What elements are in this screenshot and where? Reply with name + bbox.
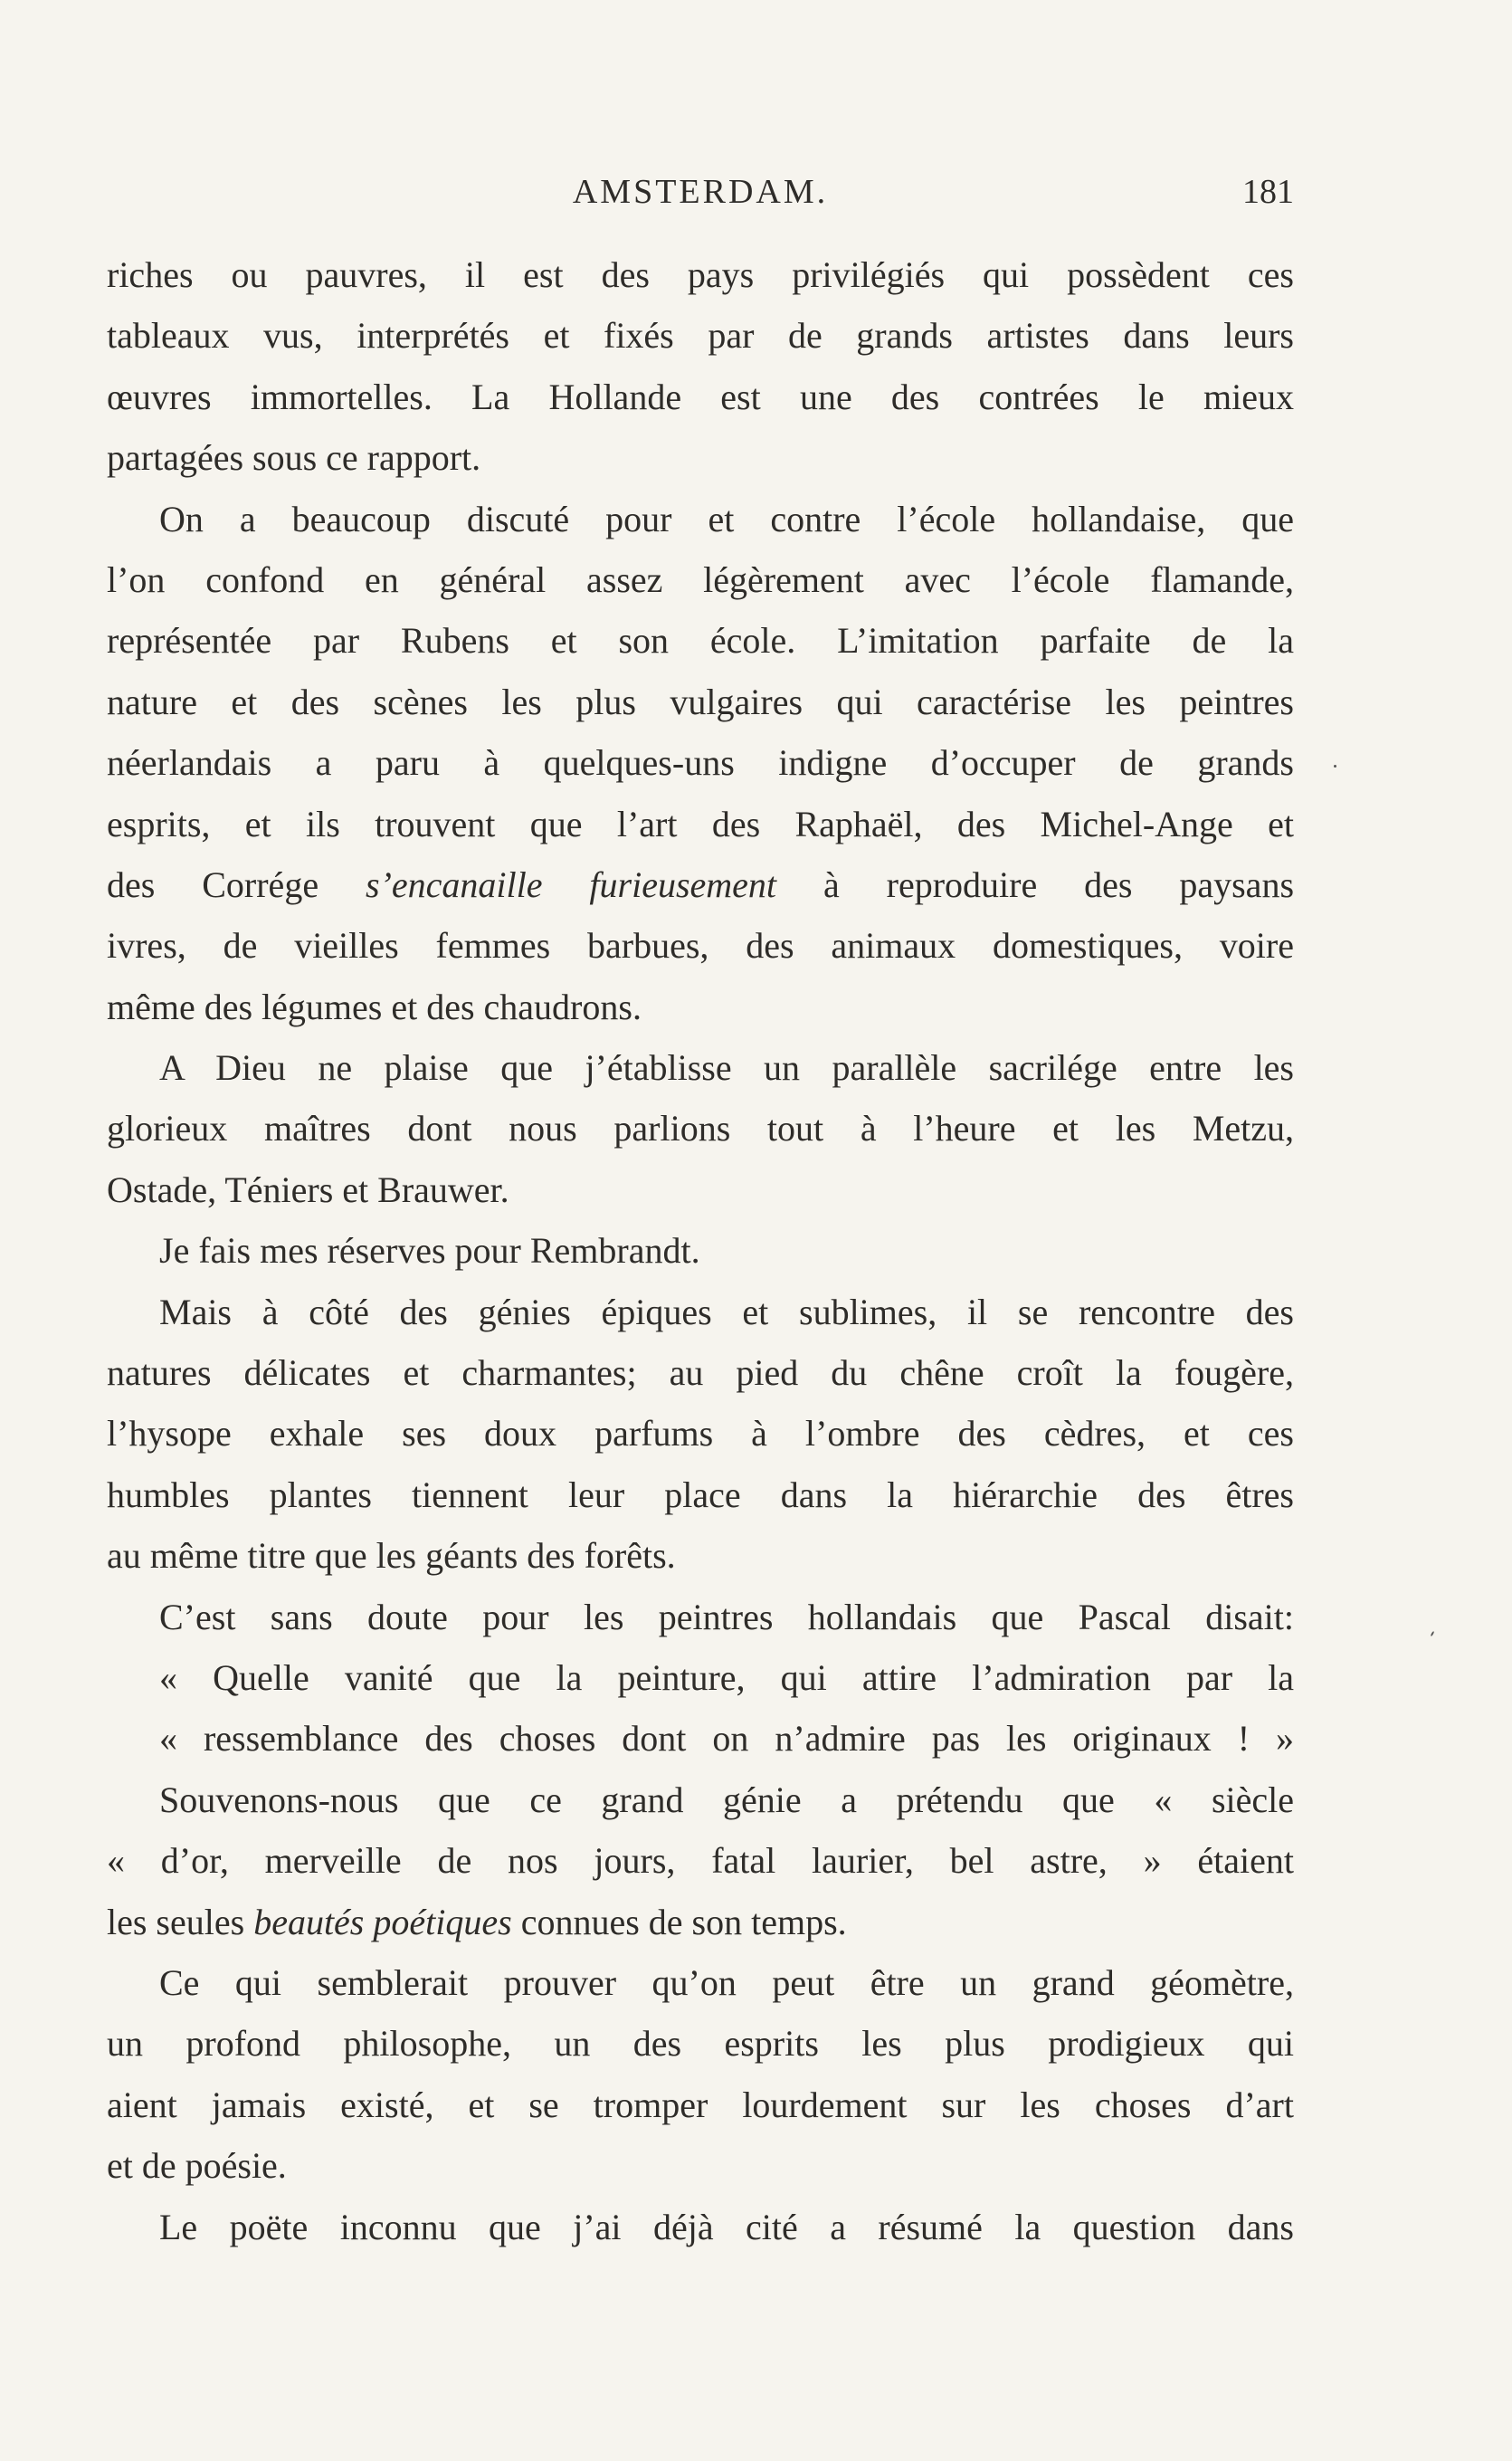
text-line [107,1892,1294,1952]
text-line: un profond philosophe, un des esprits les plus prodigieux qui [107,2023,1294,2065]
text-run: des Corrége [107,863,366,905]
text-line: néerlandais a paru à quelques-uns indigne d’occuper de grands [107,742,1294,784]
page-header [107,172,1294,226]
text-line: nature et des scènes les plus vulgaires qui caractérise les peintres [107,681,1294,722]
text-line: Souvenons-nous que ce grand génie a prétendu que « siècle [159,1779,1294,1820]
text-line: partagées sous ce rapport. [107,437,481,479]
text-line [107,854,1294,915]
text-line: A Dieu ne plaise que j’établisse un parallèle sacrilége entre les [159,1047,1294,1089]
text-line: C’est sans doute pour les peintres hollandais que Pascal disait: [159,1596,1294,1637]
italic-phrase: s’encanaille furieusement [366,863,777,905]
text-line: l’on confond en général assez légèrement avec l’école flamande, [107,558,1294,600]
text-line: au même titre que les géants des forêts. [107,1535,676,1577]
text-line: natures délicates et charmantes; au pied du chêne croît la fougère, [107,1352,1294,1394]
text-line: aient jamais existé, et se tromper lourdement sur les choses d’art [107,2084,1294,2125]
page-number: 181 [1242,173,1294,211]
text-line: « ressemblance des choses dont on n’admire pas les originaux ! » [159,1718,1294,1760]
text-line: humbles plantes tiennent leur place dans la hiérarchie des êtres [107,1474,1294,1515]
text-line: glorieux maîtres dont nous parlions tout à l’heure et les Metzu, [107,1108,1294,1149]
text-line: tableaux vus, interprétés et fixés par de grands artistes dans leurs [107,315,1294,357]
text-line: « Quelle vanité que la peinture, qui attire l’admiration par la [159,1656,1294,1698]
text-line: Le poëte inconnu que j’ai déjà cité a résumé la question dans [159,2206,1294,2247]
text-line: ivres, de vieilles femmes barbues, des animaux domestiques, voire [107,925,1294,967]
text-run: connues de son temps. [511,1901,847,1942]
text-line: l’hysope exhale ses doux parfums à l’ombre des cèdres, et ces [107,1413,1294,1455]
text-line: Ostade, Téniers et Brauwer. [107,1168,509,1210]
text-line: Mais à côté des génies épiques et sublimes, il se rencontre des [159,1291,1294,1332]
text-run: à reproduire des paysans [776,863,1294,905]
paper-speck [1334,765,1336,768]
text-line: esprits, et ils trouvent que l’art des Raphaël, des Michel-Ange et [107,803,1294,844]
text-run: les seules [107,1901,254,1942]
text-line: Je fais mes réserves pour Rembrandt. [159,1230,700,1272]
text-line: riches ou pauvres, il est des pays privilégiés qui possèdent ces [107,254,1294,295]
text-line: même des légumes et des chaudrons. [107,986,642,1027]
text-line: On a beaucoup discuté pour et contre l’école hollandaise, que [159,498,1294,539]
text-line: Ce qui semblerait prouver qu’on peut être un grand géomètre, [159,1961,1294,2003]
text-line: œuvres immortelles. La Hollande est une des contrées le mieux [107,376,1294,417]
text-line: « d’or, merveille de nos jours, fatal laurier, bel astre, » étaient [107,1840,1294,1882]
text-line: représentée par Rubens et son école. L’imitation parfaite de la [107,620,1294,662]
paper-speck [1431,1631,1435,1636]
italic-phrase: beautés poétiques [253,1901,512,1942]
text-line: et de poésie. [107,2145,287,2187]
body-text [107,244,1294,2257]
running-title: AMSTERDAM. [572,173,829,211]
